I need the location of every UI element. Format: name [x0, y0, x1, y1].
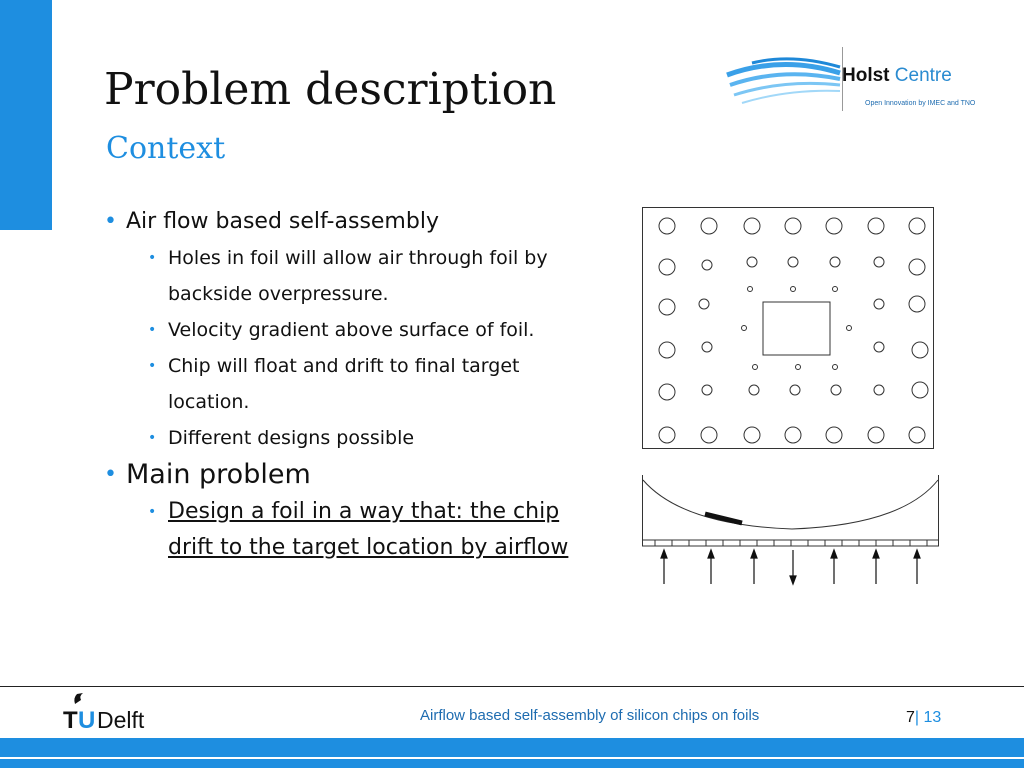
- holst-tagline: Open Innovation by IMEC and TNO: [865, 100, 976, 107]
- svg-text:T: T: [63, 707, 78, 734]
- foil-cross-section-diagram: [642, 470, 940, 590]
- holst-brand-text: Holst Centre: [842, 65, 952, 86]
- bullet-list: [104, 204, 634, 566]
- target-square: [763, 302, 830, 355]
- sub-bullet-continued: location.: [168, 391, 250, 413]
- bullet-icon: •: [148, 430, 157, 446]
- bullet-icon: •: [104, 209, 117, 234]
- slide-subtitle: Context: [106, 131, 226, 166]
- bullet-icon: •: [148, 504, 157, 520]
- bullet-main-problem: • Main problem: [104, 456, 634, 494]
- airflow-arrows: [661, 550, 920, 584]
- foil-curve: [643, 480, 938, 529]
- footer-accent-bar: [0, 738, 1024, 768]
- sub-bullet: • Different designs possible: [104, 420, 634, 456]
- slide-title: Problem description: [104, 64, 557, 115]
- svg-text:Delft: Delft: [97, 707, 145, 733]
- holst-swoosh-icon: [722, 45, 842, 115]
- bullet-icon: •: [104, 462, 117, 487]
- bullet-air-flow: • Air flow based self-assembly: [104, 204, 634, 240]
- sub-bullet: • Velocity gradient above surface of foil.: [104, 312, 634, 348]
- bullet-icon: •: [148, 250, 157, 266]
- holst-centre-logo: [722, 45, 976, 115]
- svg-text:U: U: [78, 707, 96, 734]
- sub-bullet-continued: drift to the target location by airflow: [168, 535, 569, 560]
- footer-divider: [0, 686, 1024, 687]
- bullet-icon: •: [148, 358, 157, 374]
- sub-bullet: • Holes in foil will allow air through foil by: [104, 240, 634, 276]
- tu-delft-logo: [63, 690, 173, 734]
- sub-bullet: • Design a foil in a way that: the chip: [104, 494, 634, 530]
- side-accent-bar: [0, 0, 52, 230]
- page-number: 7| 13: [906, 709, 942, 726]
- sub-bullet: • Chip will float and drift to final target: [104, 348, 634, 384]
- foil-holes-diagram: [642, 207, 934, 449]
- foil-hole-ticks: [655, 540, 927, 546]
- footer-stripe: [0, 757, 1024, 759]
- footer-presentation-title: Airflow based self-assembly of silicon chips on foils: [420, 707, 760, 724]
- sub-bullet-continued: backside overpressure.: [168, 283, 389, 305]
- bullet-icon: •: [148, 322, 157, 338]
- flame-icon: [74, 693, 83, 704]
